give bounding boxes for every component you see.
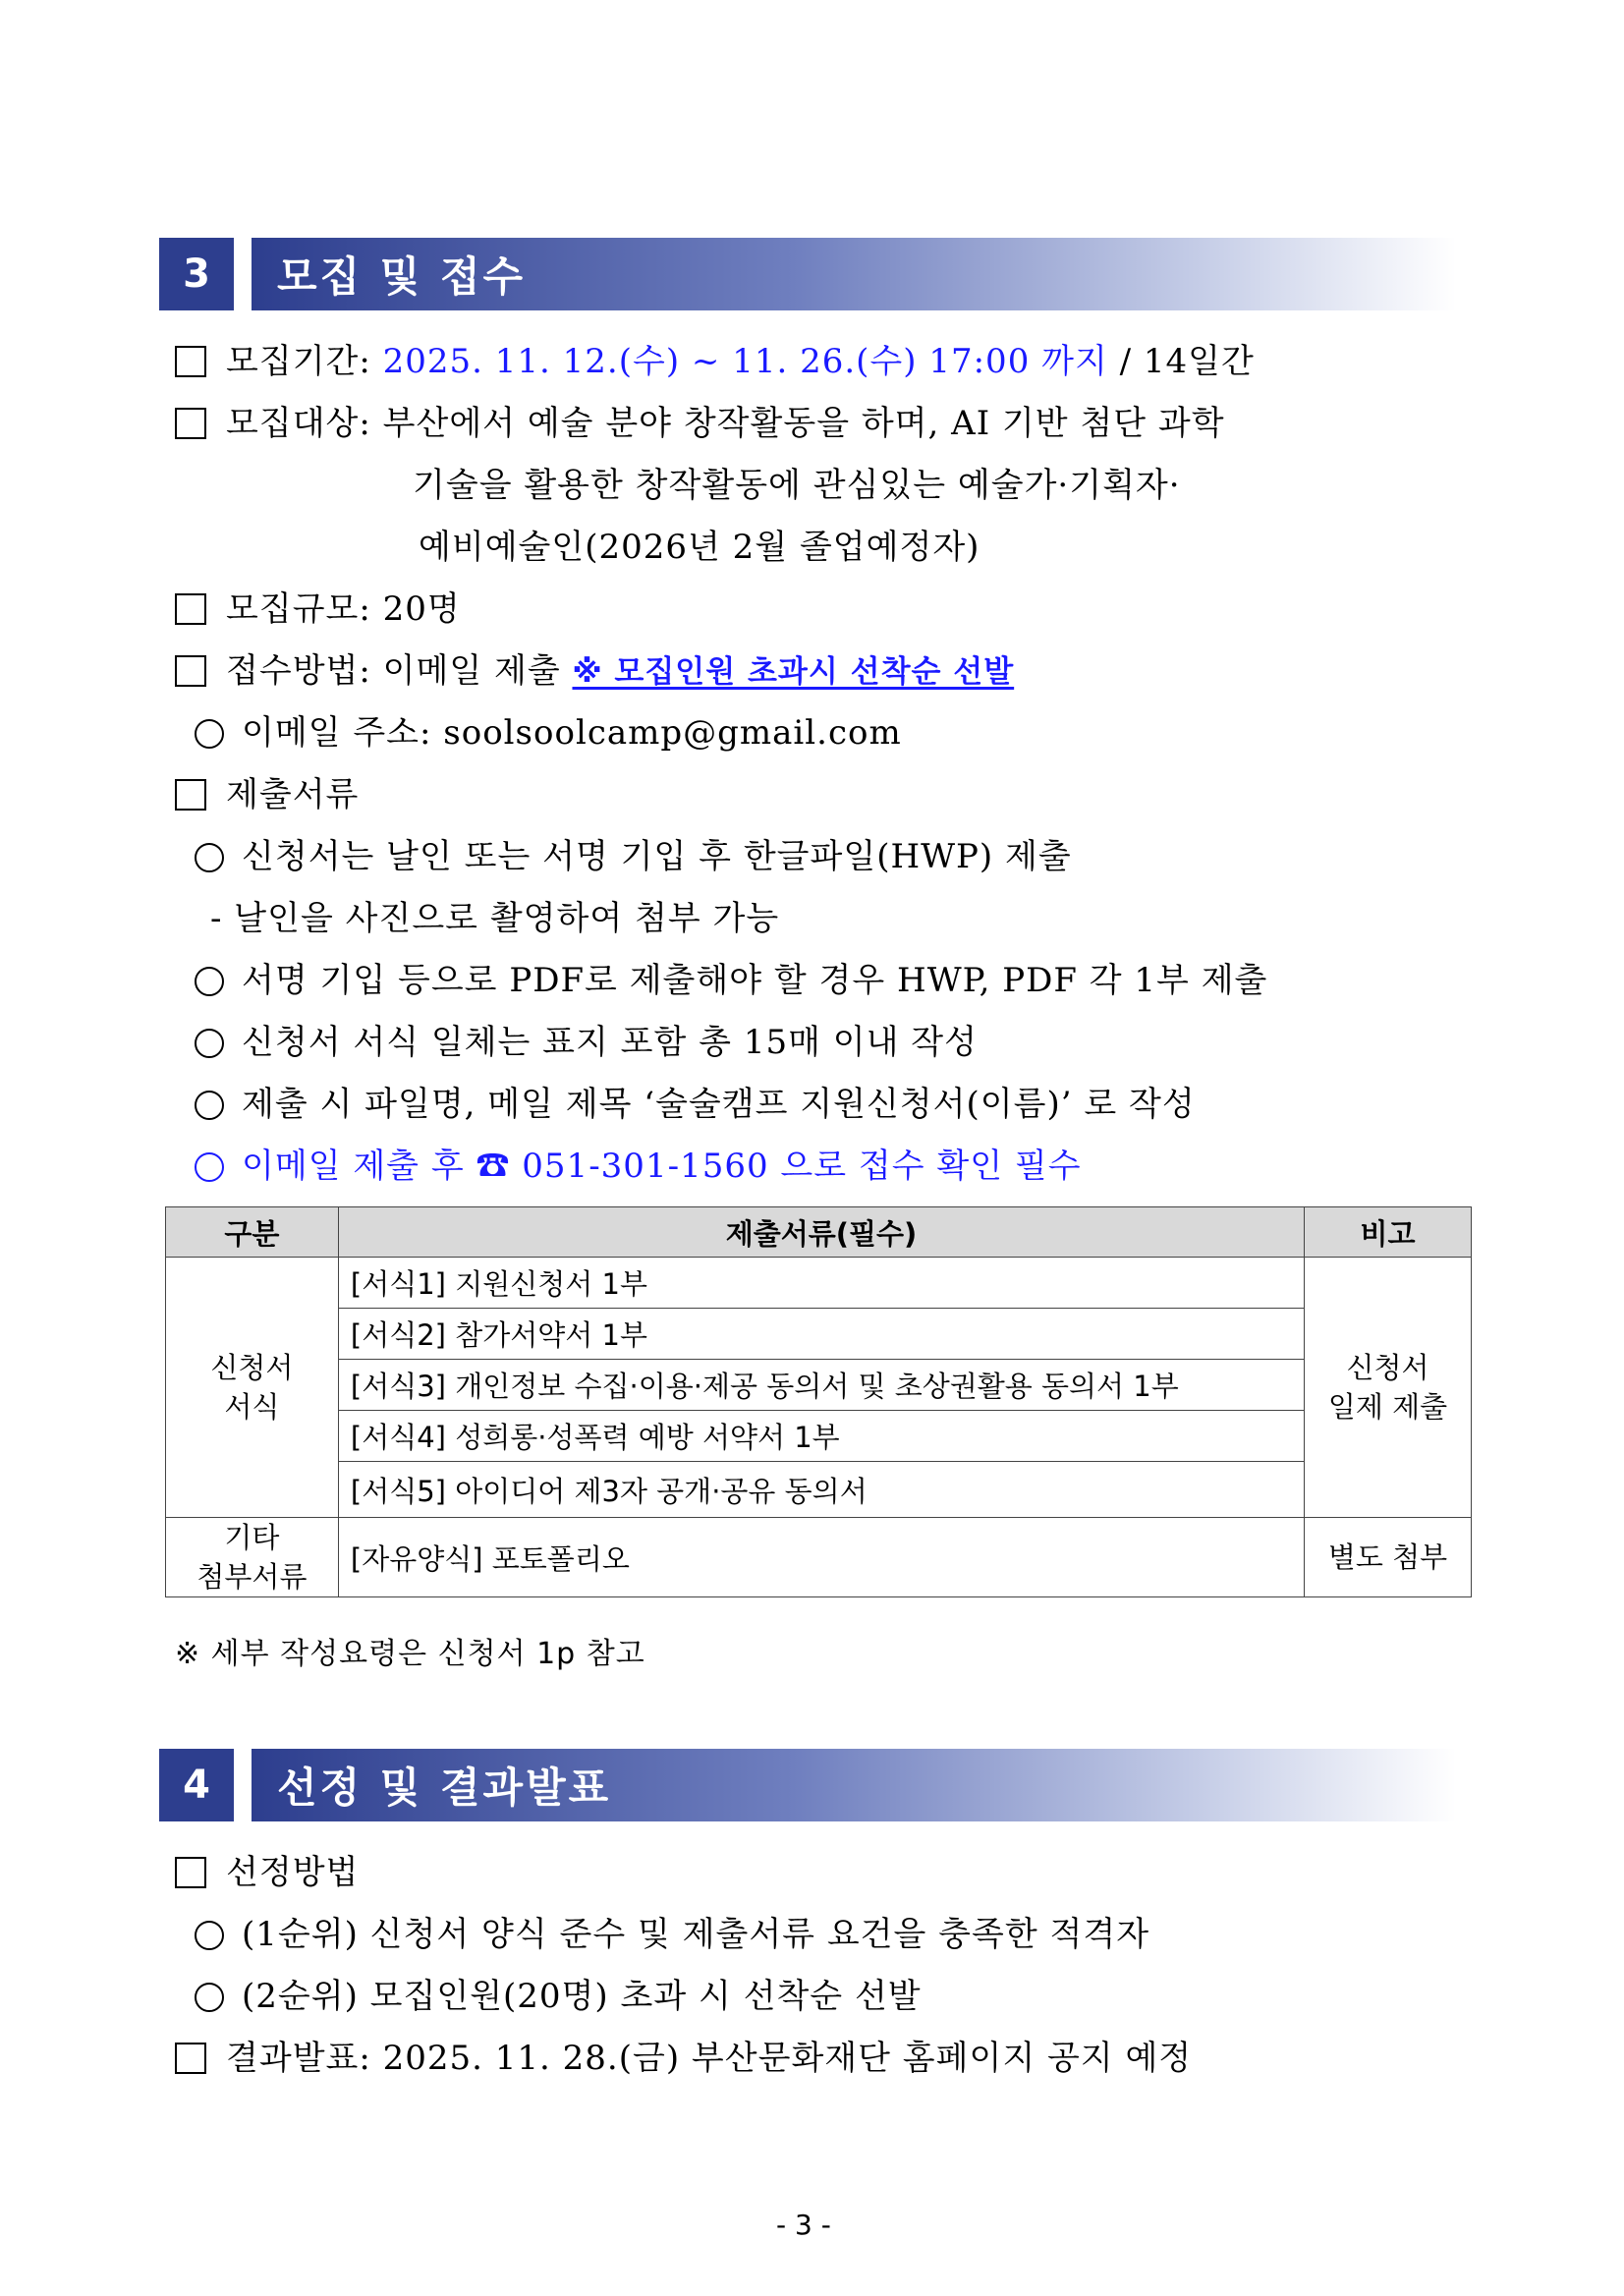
target-line2: 기술을 활용한 창작활동에 관심있는 예술가·기획자· (413, 466, 1181, 505)
section-3-number: 3 (159, 238, 234, 310)
bullet-circle-icon (195, 1029, 224, 1058)
checkbox-square-icon (175, 779, 206, 811)
checkbox-square-icon (175, 346, 206, 377)
doc-portfolio: [자유양식] 포토폴리오 (338, 1518, 1304, 1597)
selection-item: (2순위) 모집인원(20명) 초과 시 선착순 선발 (195, 1969, 922, 2017)
scale-row (175, 582, 461, 630)
scale-label: 모집규모: (226, 589, 383, 629)
bullet-circle-icon (195, 1152, 224, 1182)
method-note: ※ 모집인원 초과시 선착순 선발 (572, 654, 1015, 690)
page-number: - 3 - (776, 2209, 831, 2241)
doc-item: 서명 기입 등으로 PDF로 제출해야 할 경우 HWP, PDF 각 1부 제출 (195, 953, 1267, 1001)
checkbox-square-icon (175, 2043, 206, 2074)
period-value: 2025. 11. 12.(수) ~ 11. 26.(수) 17:00 까지 (382, 342, 1108, 381)
bullet-circle-icon (195, 719, 224, 749)
target-line1: 부산에서 예술 분야 창작활동을 하며, AI 기반 첨단 과학 (382, 404, 1225, 443)
email-row (195, 705, 902, 754)
result-row (175, 2031, 1192, 2079)
doc-form-1: [서식1] 지원신청서 1부 (338, 1258, 1304, 1309)
table-row (166, 1360, 1472, 1411)
target-label: 모집대상: (226, 404, 383, 443)
checkbox-square-icon (175, 593, 206, 625)
period-row (175, 334, 1255, 382)
bullet-circle-icon (195, 1921, 224, 1950)
group2-note: 별도 첨부 (1305, 1518, 1472, 1597)
doc-form-2: [서식2] 참가서약서 1부 (338, 1309, 1304, 1360)
table-row (166, 1258, 1472, 1309)
doc-item: 제출 시 파일명, 메일 제목 ‘술술캠프 지원신청서(이름)’ 로 작성 (195, 1077, 1196, 1125)
docs-label: 제출서류 (226, 775, 360, 814)
header-documents: 제출서류(필수) (338, 1207, 1304, 1258)
period-label: 모집기간: (226, 342, 383, 381)
checkbox-square-icon (175, 1857, 206, 1888)
bullet-circle-icon (195, 1983, 224, 2012)
checkbox-square-icon (175, 655, 206, 687)
footnote: ※ 세부 작성요령은 신청서 1p 참고 (175, 1637, 645, 1671)
table-row (166, 1309, 1472, 1360)
doc-form-5: [서식5] 아이디어 제3자 공개·공유 동의서 (338, 1462, 1304, 1518)
method-row (175, 644, 1014, 692)
result-line: 결과발표: 2025. 11. 28.(금) 부산문화재단 홈페이지 공지 예정 (226, 2039, 1193, 2078)
method-label: 접수방법: 이메일 제출 (226, 651, 573, 691)
doc-form-3: [서식3] 개인정보 수집·이용·제공 동의서 및 초상권활용 동의서 1부 (338, 1360, 1304, 1411)
section-4-title: 선정 및 결과발표 (252, 1749, 1456, 1821)
section-4-number: 4 (159, 1749, 234, 1821)
doc-item: 신청서는 날인 또는 서명 기입 후 한글파일(HWP) 제출 (195, 829, 1072, 877)
target-row (175, 396, 1225, 444)
checkbox-square-icon (175, 408, 206, 439)
header-note: 비고 (1305, 1207, 1472, 1258)
period-suffix: / 14일간 (1107, 342, 1255, 381)
selection-method-row (175, 1845, 359, 1893)
scale-value: 20명 (382, 589, 461, 629)
documents-table (165, 1206, 1472, 1597)
confirm-text: 이메일 제출 후 ☎ 051-301-1560 으로 접수 확인 필수 (242, 1147, 1082, 1186)
section-3-title: 모집 및 접수 (252, 238, 1456, 310)
group1-note: 신청서 일제 제출 (1305, 1258, 1472, 1518)
group1-label: 신청서 서식 (166, 1258, 339, 1518)
header-category: 구분 (166, 1207, 339, 1258)
docs-row (175, 767, 359, 815)
selection-method-label: 선정방법 (226, 1853, 360, 1892)
table-row (166, 1462, 1472, 1518)
doc-form-4: [서식4] 성희롱·성폭력 예방 서약서 1부 (338, 1411, 1304, 1462)
group2-label: 기타 첨부서류 (166, 1518, 339, 1597)
bullet-circle-icon (195, 1091, 224, 1120)
doc-item: 신청서 서식 일체는 표지 포함 총 15매 이내 작성 (195, 1015, 978, 1063)
confirm-row (195, 1139, 1082, 1187)
target-line3: 예비예술인(2026년 2월 졸업예정자) (419, 528, 980, 567)
bullet-circle-icon (195, 967, 224, 996)
table-row (166, 1518, 1472, 1597)
selection-item: (1순위) 신청서 양식 준수 및 제출서류 요건을 충족한 적격자 (195, 1907, 1149, 1955)
table-row (166, 1411, 1472, 1462)
doc-item-sub: - 날인을 사진으로 촬영하여 첨부 가능 (210, 899, 780, 938)
email-line: 이메일 주소: soolsoolcamp@gmail.com (242, 713, 902, 753)
bullet-circle-icon (195, 843, 224, 872)
table-header-row (166, 1207, 1472, 1258)
